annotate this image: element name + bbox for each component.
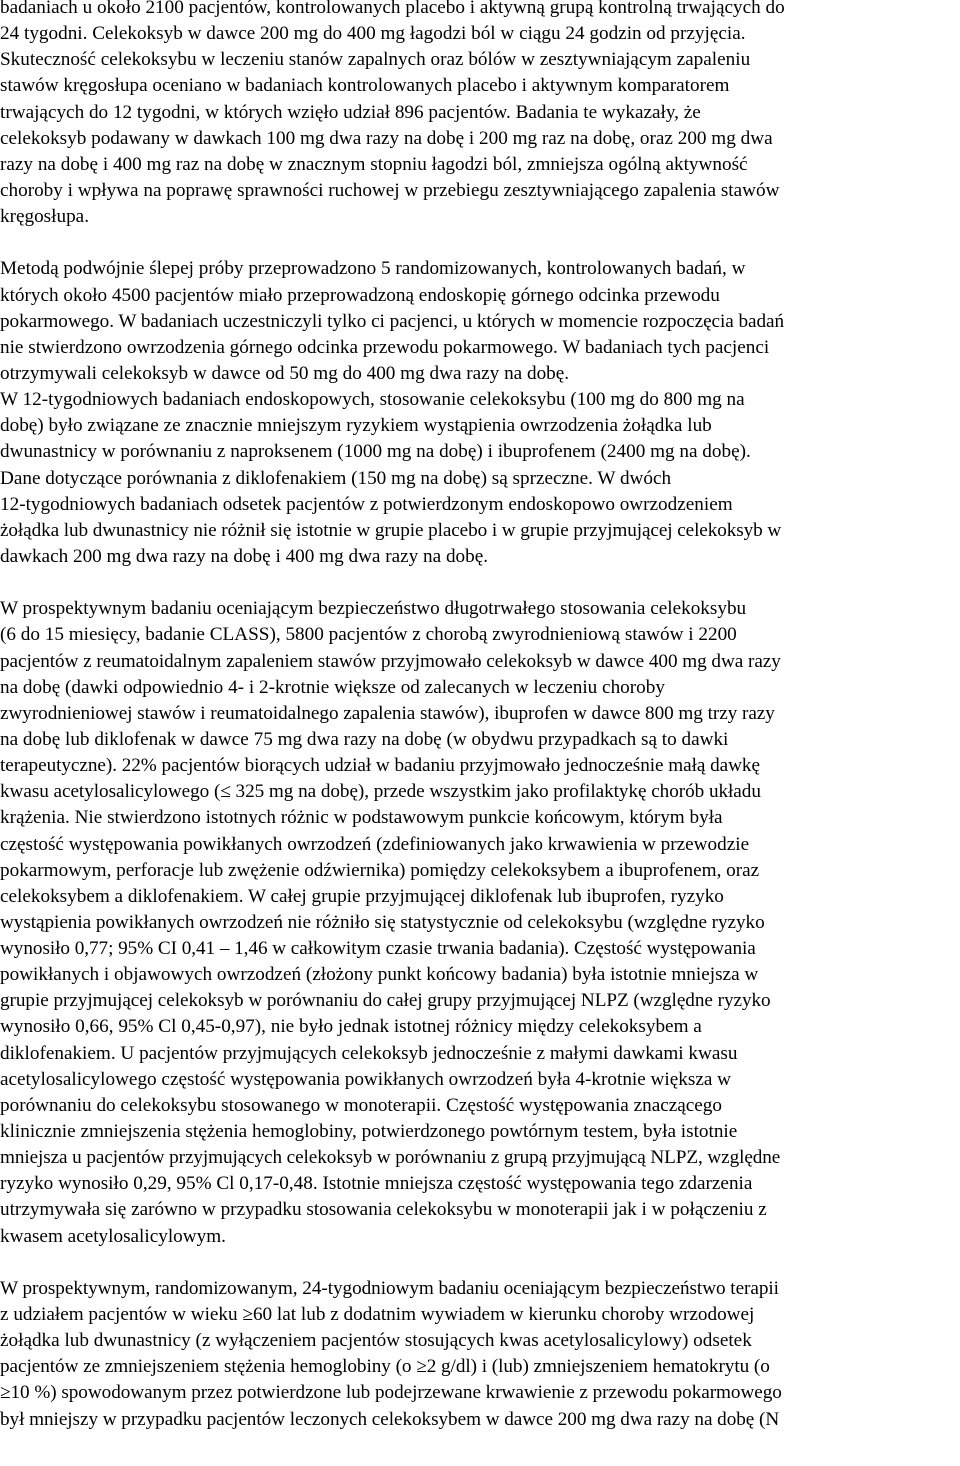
text-line: badaniach u około 2100 pacjentów, kontrolowanych placebo i aktywną grupą kontrolną trwających do [0, 0, 785, 18]
text-line: Skuteczność celekoksybu w leczeniu stanów zapalnych oraz bólów w zesztywniającym zapaleniu [0, 49, 751, 71]
text-line: na dobę (dawki odpowiednio 4- i 2-krotnie większe od zalecanych w leczeniu choroby [0, 676, 665, 698]
text-line: 24 tygodni. Celekoksyb w dawce 200 mg do 400 mg łagodzi ból w ciągu 24 godzin od przyjęcia. [0, 23, 746, 45]
text-line: klinicznie zmniejszenia stężenia hemoglobiny, potwierdzonego powtórnym testem, była istotnie [0, 1121, 738, 1143]
text-line: terapeutyczne). 22% pacjentów biorących udział w badaniu przyjmowało jednocześnie małą dawkę [0, 755, 760, 777]
text-line: pokarmowym, perforacje lub zwężenie odźwiernika) pomiędzy celekoksybem a ibuprofenem, oraz [0, 859, 760, 881]
text-line: W prospektywnym badaniu oceniającym bezpieczeństwo długotrwałego stosowania celekoksybu [0, 598, 747, 620]
text-line: wynosiło 0,77; 95% CI 0,41 – 1,46 w całkowitym czasie trwania badania). Częstość występowania [0, 938, 756, 960]
text-line: choroby i wpływa na poprawę sprawności ruchowej w przebiegu zesztywniającego zapalenia stawów [0, 179, 780, 201]
text-line: zwyrodnieniowej stawów i reumatoidalnego zapalenia stawów), ibuprofen w dawce 800 mg trzy razy [0, 702, 775, 724]
text-line: ryzyko wynosiło 0,29, 95% Cl 0,17-0,48. Istotnie mniejsza częstość występowania tego zdarzenia [0, 1173, 753, 1195]
text-line: z udziałem pacjentów w wieku ≥60 lat lub z dodatnim wywiadem w kierunku choroby wrzodowej [0, 1304, 755, 1326]
text-line: dawkach 200 mg dwa razy na dobę i 400 mg dwa razy na dobę. [0, 545, 489, 567]
paragraph-elderly-study [0, 1276, 960, 1433]
text-line: kwasu acetylosalicylowego (≤ 325 mg na dobę), przede wszystkim jako profilaktykę chorób układu [0, 781, 761, 803]
text-line: pacjentów z reumatoidalnym zapaleniem stawów przyjmowało celekoksyb w dawce 400 mg dwa razy [0, 650, 781, 672]
paragraph-endoscopy-studies [0, 256, 960, 570]
text-line: częstość występowania powikłanych owrzodzeń (zdefiniowanych jako krwawienia w przewodzie [0, 833, 750, 855]
text-line: był mniejszy w przypadku pacjentów leczonych celekoksybem w dawce 200 mg dwa razy na dobę (N [0, 1408, 780, 1430]
text-line: kręgosłupa. [0, 206, 89, 228]
text-line: 12-tygodniowych badaniach odsetek pacjentów z potwierdzonym endoskopowo owrzodzeniem [0, 493, 733, 515]
text-line: ≥10 %) spowodowanym przez potwierdzone lub podejrzewane krwawienie z przewodu pokarmowego [0, 1382, 782, 1404]
text-line: celekoksybem a diklofenakiem. W całej grupie przyjmującej diklofenak lub ibuprofen, ryzyko [0, 885, 724, 907]
text-line: Metodą podwójnie ślepej próby przeprowadzono 5 randomizowanych, kontrolowanych badań, w [0, 258, 746, 280]
text-line: krążenia. Nie stwierdzono istotnych różnic w podstawowym punkcie końcowym, którym była [0, 807, 723, 829]
text-line: żołądka lub dwunastnicy (z wyłączeniem pacjentów stosujących kwas acetylosalicylowy) odsetek [0, 1330, 752, 1352]
text-line: W 12-tygodniowych badaniach endoskopowych, stosowanie celekoksybu (100 mg do 800 mg na [0, 389, 745, 411]
text-line: nie stwierdzono owrzodzenia górnego odcinka przewodu pokarmowego. W badaniach tych pacjenci [0, 336, 770, 358]
text-line: dwunastnicy w porównaniu z naproksenem (1000 mg na dobę) i ibuprofenem (2400 mg na dobę). [0, 441, 751, 463]
text-line: acetylosalicylowego częstość występowania powikłanych owrzodzeń była 4-krotnie większa w [0, 1068, 732, 1090]
text-line: pacjentów ze zmniejszeniem stężenia hemoglobiny (o ≥2 g/dl) i (lub) zmniejszeniem hematokrytu (o [0, 1356, 770, 1378]
text-line: mniejsza u pacjentów przyjmujących celekoksyb w porównaniu z grupą przyjmującą NLPZ, względne [0, 1147, 781, 1169]
text-line: powikłanych i objawowych owrzodzeń (złożony punkt końcowy badania) była istotnie mniejsza w [0, 964, 759, 986]
text-line: diklofenakiem. U pacjentów przyjmujących celekoksyb jednocześnie z małymi dawkami kwasu [0, 1042, 738, 1064]
text-line: utrzymywała się zarówno w przypadku stosowania celekoksybu w monoterapii jak i w połączeniu z [0, 1199, 767, 1221]
text-line: celekoksyb podawany w dawkach 100 mg dwa razy na dobę i 200 mg raz na dobę, oraz 200 mg dwa [0, 127, 773, 149]
text-line: których około 4500 pacjentów miało przeprowadzoną endoskopię górnego odcinka przewodu [0, 284, 720, 306]
text-line: otrzymywali celekoksyb w dawce od 50 mg do 400 mg dwa razy na dobę. [0, 362, 570, 384]
paragraph-spacer [0, 230, 960, 256]
text-line: stawów kręgosłupa oceniano w badaniach kontrolowanych placebo i aktywnym komparatorem [0, 75, 730, 97]
paragraph-spacer [0, 1250, 960, 1276]
text-line: kwasem acetylosalicylowym. [0, 1225, 226, 1247]
paragraph-spacer [0, 570, 960, 596]
text-line: grupie przyjmującej celekoksyb w porównaniu do całej grupy przyjmującej NLPZ (względne ryzyko [0, 990, 771, 1012]
text-line: na dobę lub diklofenak w dawce 75 mg dwa razy na dobę (w obydwu przypadkach są to dawki [0, 728, 729, 750]
text-line: żołądka lub dwunastnicy nie różnił się istotnie w grupie placebo i w grupie przyjmującej celekoksyb w [0, 519, 782, 541]
text-line: pokarmowego. W badaniach uczestniczyli tylko ci pacjenci, u których w momencie rozpoczęcia badań [0, 310, 785, 332]
text-line: wystąpienia powikłanych owrzodzeń nie różniło się statystycznie od celekoksybu (względne ryzyko [0, 911, 765, 933]
text-line: porównaniu do celekoksybu stosowanego w monoterapii. Częstość występowania znaczącego [0, 1094, 722, 1116]
paragraph-ankylosing-spondylitis [0, 0, 960, 230]
text-line: trwających do 12 tygodni, w których wzięło udział 896 pacjentów. Badania te wykazały, że [0, 101, 701, 123]
paragraph-class-study [0, 596, 960, 1250]
text-line: razy na dobę i 400 mg raz na dobę w znacznym stopniu łagodzi ból, zmniejsza ogólną aktywność [0, 153, 748, 175]
text-line: wynosiło 0,66, 95% Cl 0,45-0,97), nie było jednak istotnej różnicy między celekoksybem a [0, 1016, 702, 1038]
text-line: dobę) było związane ze znacznie mniejszym ryzykiem wystąpienia owrzodzenia żołądka lub [0, 415, 712, 437]
text-line: (6 do 15 miesięcy, badanie CLASS), 5800 pacjentów z chorobą zwyrodnieniową stawów i 2200 [0, 624, 737, 646]
text-line: W prospektywnym, randomizowanym, 24-tygodniowym badaniu oceniającym bezpieczeństwo terapii [0, 1277, 779, 1299]
text-line: Dane dotyczące porównania z diklofenakiem (150 mg na dobę) są sprzeczne. W dwóch [0, 467, 672, 489]
